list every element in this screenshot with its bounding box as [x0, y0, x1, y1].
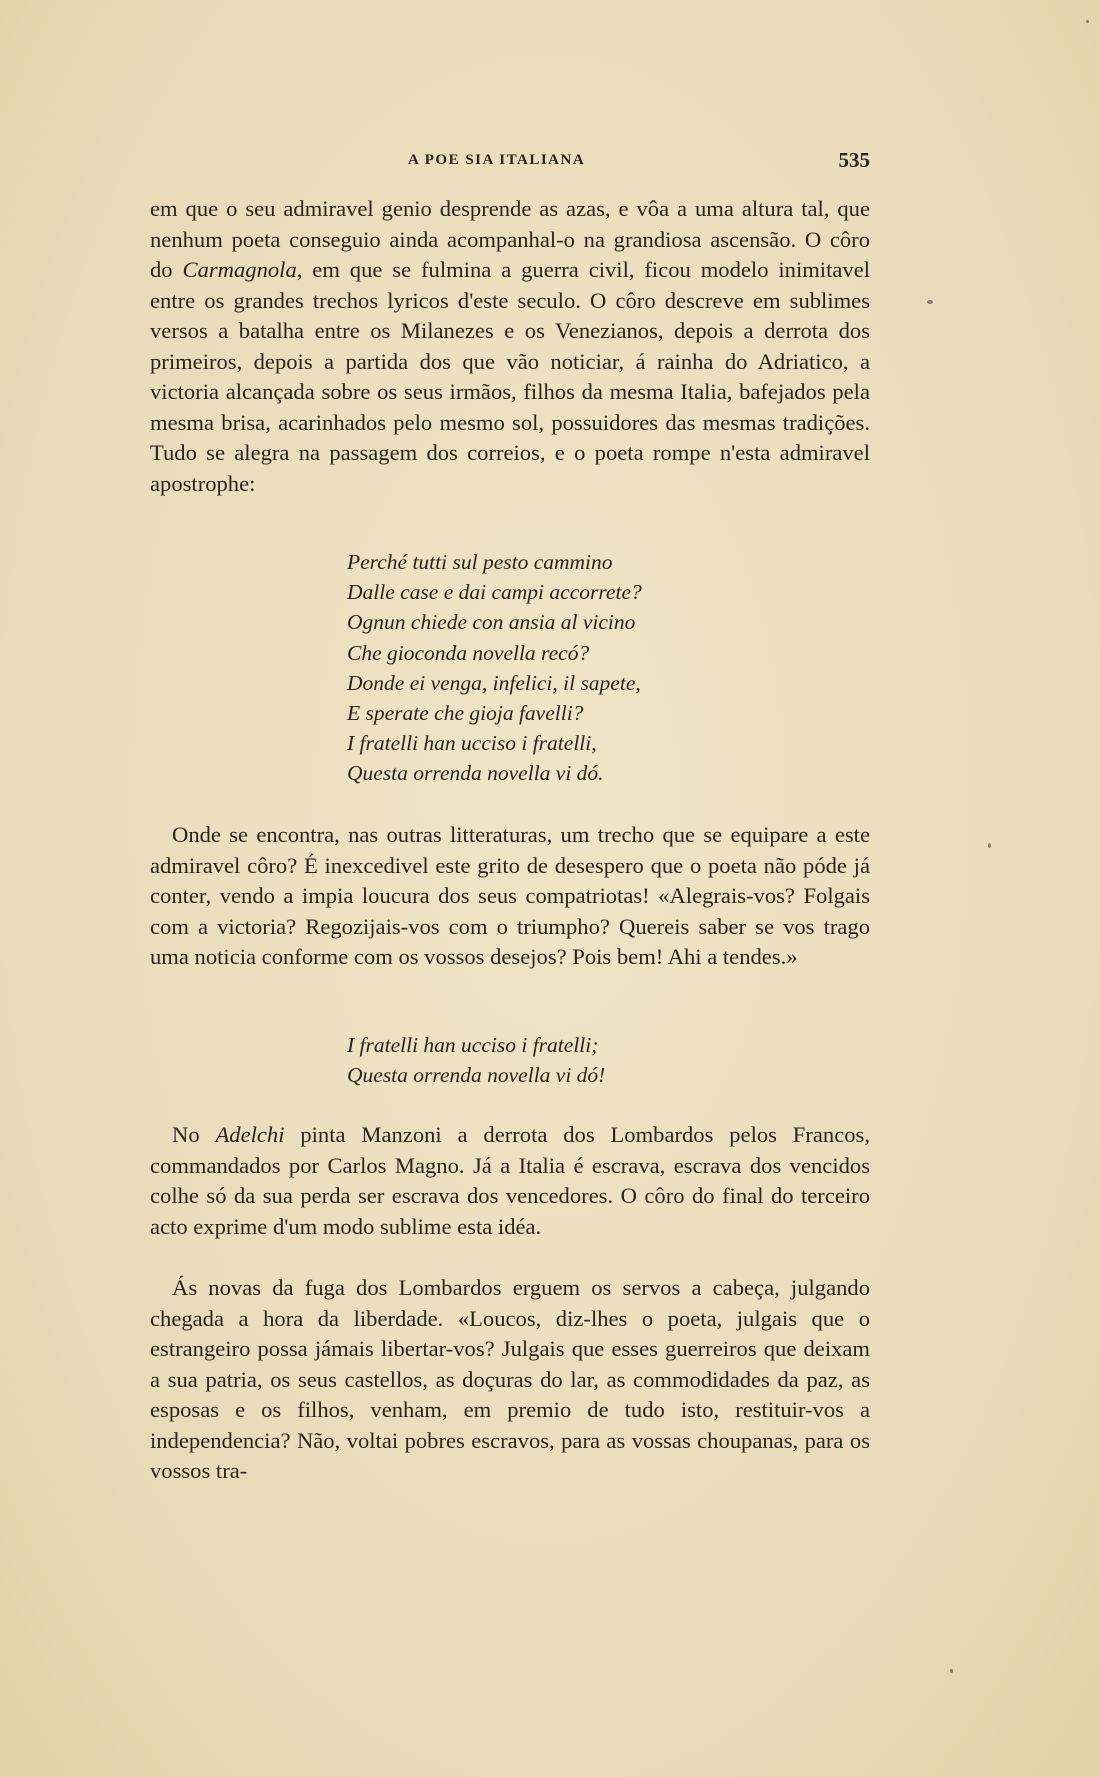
verse-line: I fratelli han ucciso i fratelli;	[347, 1033, 599, 1057]
paragraph-lombardos	[150, 1273, 870, 1487]
paper-speck	[950, 1669, 953, 1673]
paragraph-text: , em que se fulmina a guerra civil, ficou modelo inimitavel entre os grandes trechos lyricos d'este seculo. O côro descreve em sublimes versos a batalha entre os Milanezes e os Venezianos, depois a derrota dos primeiros, depois a partida dos que vão noticiar, á rainha do Adriatico, a victoria alcançada sobre os seus irmãos, filhos da mesma Italia, bafejados pela mesma brisa, acarinhados pelo mesmo sol, possuidores das mesmas tradições. Tudo se alegra na passagem dos correios, e o poeta rompe n'esta admiravel apostrophe:	[150, 257, 870, 496]
running-title: A POE SIA ITALIANA	[408, 152, 586, 168]
verse-line: Che gioconda novella recó?	[347, 640, 590, 665]
verse-line: Dalle case e dai campi accorrete?	[347, 580, 642, 605]
verse-stanza-2	[347, 1030, 605, 1090]
verse-line: E sperate che gioja favelli?	[347, 701, 584, 726]
verse-line: Donde ei venga, infelici, il sapete,	[347, 670, 641, 695]
paragraph-text: No	[172, 1122, 216, 1147]
paragraph-text: Ás novas da fuga dos Lombardos erguem os servos a cabeça, julgando chegada a hora da liberdade. «Loucos, diz-lhes o poeta, julgais que o estrangeiro possa jámais libertar-vos? Julgais que esses guerreiros que deixam a sua patria, os seus castellos, as doçuras do lar, as commodidades da paz, as esposas e os filhos, venham, em premio de tudo isto, restituir-vos a independencia? Não, voltai pobres escravos, para as vossas choupanas, para os vossos tra-	[150, 1275, 870, 1483]
verse-line: Perché tutti sul pesto cammino	[347, 550, 613, 574]
paragraph-commentary	[150, 820, 870, 973]
paragraph-text: Onde se encontra, nas outras litteraturas, um trecho que se equipare a este admiravel côro? É inexcedivel este grito de desespero que o poeta não póde já conter, vendo a impia loucura dos seus compatriotas! «Alegrais-vos? Folgais com a victoria? Regozijais-vos com o triumpho? Quereis saber se vos trago uma noticia conforme com os vossos desejos? Pois bem! Ahi a tendes.»	[150, 822, 870, 969]
paper-speck	[927, 300, 933, 304]
work-title-carmagnola: Carmagnola	[182, 257, 297, 282]
verse-line: I fratelli han ucciso i fratelli,	[347, 731, 597, 756]
verse-line: Questa orrenda novella vi dó.	[347, 761, 604, 786]
work-title-adelchi: Adelchi	[215, 1122, 285, 1147]
paragraph-carmagnola	[150, 194, 870, 499]
paragraph-text: em que o seu admiravel genio desprende as azas, e vôa a uma altura tal, que nenhum poeta conseguio ainda acompanhal-o na grandiosa ascensão. O côro do	[150, 196, 870, 282]
running-head	[150, 148, 870, 178]
verse-line: Questa orrenda novella vi dó!	[347, 1063, 606, 1088]
paragraph-text: pinta Manzoni a derrota dos Lombardos pelos Francos, commandados por Carlos Magno. Já a Italia é escrava, escrava dos vencidos colhe só da sua perda ser escrava dos vencedores. O côro do final do terceiro acto exprime d'um modo sublime esta idéa.	[150, 1122, 870, 1239]
verse-line: Ognun chiede con ansia al vicino	[347, 610, 636, 635]
paragraph-adelchi	[150, 1120, 870, 1242]
paper-speck	[988, 843, 991, 848]
paper-speck	[1086, 20, 1089, 23]
verse-stanza-1	[347, 547, 642, 789]
page-number: 535	[838, 148, 870, 172]
